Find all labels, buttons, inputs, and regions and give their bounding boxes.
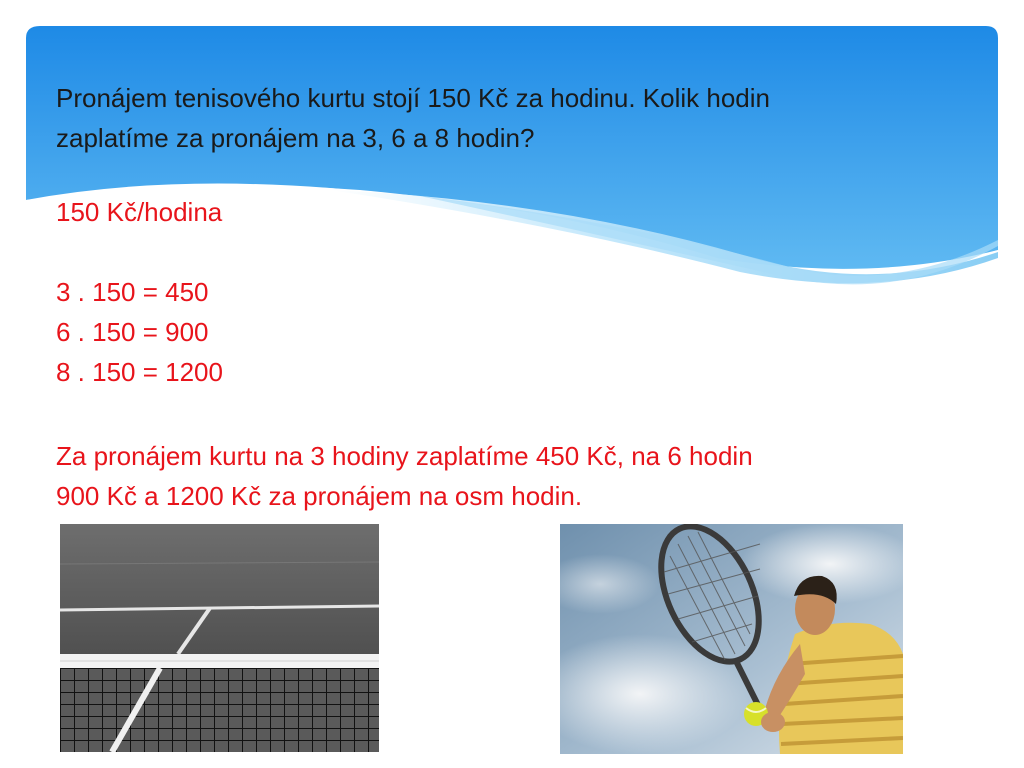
answer-line-2: 900 Kč a 1200 Kč za pronájem na osm hodin. <box>56 481 583 511</box>
answer-line-1: Za pronájem kurtu na 3 hodiny zaplatíme 450 Kč, na 6 hodin <box>56 441 753 471</box>
tennis-player-racket-photo <box>560 524 903 754</box>
tennis-court-net-photo <box>60 524 379 752</box>
question-text <box>56 78 976 158</box>
question-line-2: zaplatíme za pronájem na 3, 6 a 8 hodin? <box>56 123 535 153</box>
calculation-line: 3 . 150 = 450 <box>56 277 209 307</box>
rate-text: 150 Kč/hodina <box>56 197 223 227</box>
question-line-1: Pronájem tenisového kurtu stojí 150 Kč za hodinu. Kolik hodin <box>56 83 770 113</box>
calculation-line: 8 . 150 = 1200 <box>56 357 223 387</box>
calculation-line: 6 . 150 = 900 <box>56 317 209 347</box>
calculations <box>56 272 223 392</box>
answer-text <box>56 436 976 516</box>
